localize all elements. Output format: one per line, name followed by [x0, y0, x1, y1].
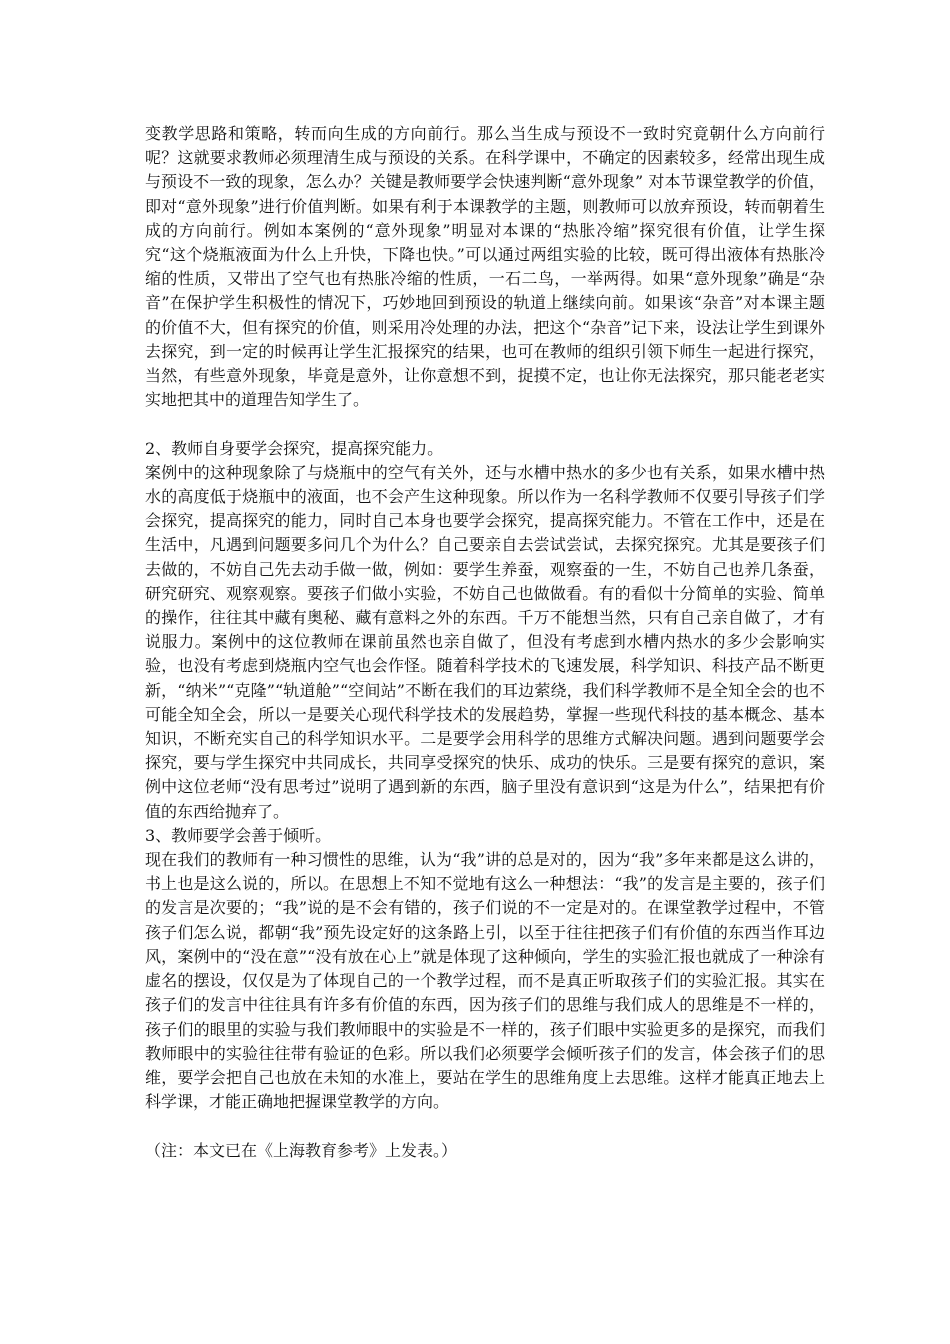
paragraph-spacer: [145, 1114, 825, 1138]
section-heading-2: 2、教师自身要学会探究，提高探究能力。: [145, 438, 444, 458]
section-heading-3: 3、教师要学会善于倾听。: [145, 825, 332, 845]
paragraph-spacer: [145, 412, 825, 436]
paragraph-teacher-inquiry: 案例中的这种现象除了与烧瓶中的空气有关外，还与水槽中热水的多少也有关系，如果水槽中热水的高度低于烧瓶中的液面，也不会产生这种现象。所以作为一名科学教师不仅要引导孩子们学会探究，提高探究的能力，同时自己本身也要学会探究，提高探究能力。不管在工作中，还是在生活中，凡遇到问题要多问几个为什么？自己要亲自去尝试尝试，去探究探究。尤其是要孩子们去做的，不妨自己先去动手做一做，例如：要学生养蚕，观察蚕的一生，不妨自己也养几条蚕，研究研究、观察观察。要孩子们做小实验，不妨自己也做做看。有的看似十分简单的实验、简单的操作，往往其中藏有奥秘、藏有意料之外的东西。千万不能想当然，只有自己亲自做了，才有说服力。案例中的这位教师在课前虽然也亲自做了，但没有考虑到水槽内热水的多少会影响实验，也没有考虑到烧瓶内空气也会作怪。随着科学技术的飞速发展，科学知识、科技产品不断更新，“纳米”“克隆”“轨道舱”“空间站”不断在我们的耳边萦绕，我们科学教师不是全知全会的也不可能全知全会，所以一是要关心现代科学技术的发展趋势，掌握一些现代科技的基本概念、基本知识，不断充实自己的科学知识水平。二是要学会用科学的思维方式解决问题。遇到问题要学会探究，要与学生探究中共同成长，共同享受探究的快乐、成功的快乐。三是要有探究的意识，案例中这位老师“没有思考过”说明了遇到新的东西，脑子里没有意识到“这是为什么”，结果把有价值的东西给抛弃了。: [145, 462, 825, 821]
paragraph-value-judgment: 变教学思路和策略，转而向生成的方向前行。那么当生成与预设不一致时究竟朝什么方向前行呢？这就要求教师必须理清生成与预设的关系。在科学课中，不确定的因素较多，经常出现生成与预设不一致的现象，怎么办？关键是教师要学会快速判断“意外现象” 对本节课堂教学的价值，即对“意外现象”进行价值判断。如果有利于本课教学的主题，则教师可以放弃预设，转而朝着生成的方向前行。例如本案例的“意外现象”明显对本课的“热胀冷缩”探究很有价值，让学生探究“这个烧瓶液面为什么上升快，下降也快。”可以通过两组实验的比较，既可得出液体有热胀冷缩的性质，又带出了空气也有热胀冷缩的性质，一石二鸟，一举两得。如果“意外现象”确是“杂音”在保护学生积极性的情况下，巧妙地回到预设的轨道上继续向前。如果该“杂音”对本课主题的价值不大，但有探究的价值，则采用冷处理的办法，把这个“杂音”记下来，设法让学生到课外去探究，到一定的时候再让学生汇报探究的结果，也可在教师的组织引领下师生一起进行探究，当然，有些意外现象，毕竟是意外，让你意想不到，捉摸不定，也让你无法探究，那只能老老实实地把其中的道理告知学生了。: [145, 124, 825, 410]
paragraph-listening: 现在我们的教师有一种习惯性的思维，认为“我”讲的总是对的，因为“我”多年来都是这么讲的，书上也是这么说的，所以。在思想上不知不觉地有这么一种想法：“我”的发言是主要的，孩子们的发言是次要的；“我”说的是不会有错的，孩子们说的不一定是对的。在课堂教学过程中，不管孩子们怎么说，都朝“我”预先设定好的这条路上引，以至于往往把孩子们有价值的东西当作耳边风，案例中的“没在意”“没有放在心上”就是体现了这种倾向，学生的实验汇报也就成了一种涂有虚名的摆设，仅仅是为了体现自己的一个教学过程，而不是真正听取孩子们的实验汇报。其实在孩子们的发言中往往具有许多有价值的东西，因为孩子们的思维与我们成人的思维是不一样的，孩子们的眼里的实验与我们教师眼中的实验是不一样的，孩子们眼中实验更多的是探究，而我们教师眼中的实验往往带有验证的色彩。所以我们必须要学会倾听孩子们的发言，体会孩子们的思维，要学会把自己也放在未知的水准上，要站在学生的思维角度上去思维。这样才能真正地去上科学课，才能正确地把握课堂教学的方向。: [145, 850, 825, 1112]
publication-note: （注：本文已在《上海教育参考》上发表。）: [145, 1140, 458, 1160]
document-body: [145, 122, 825, 1163]
